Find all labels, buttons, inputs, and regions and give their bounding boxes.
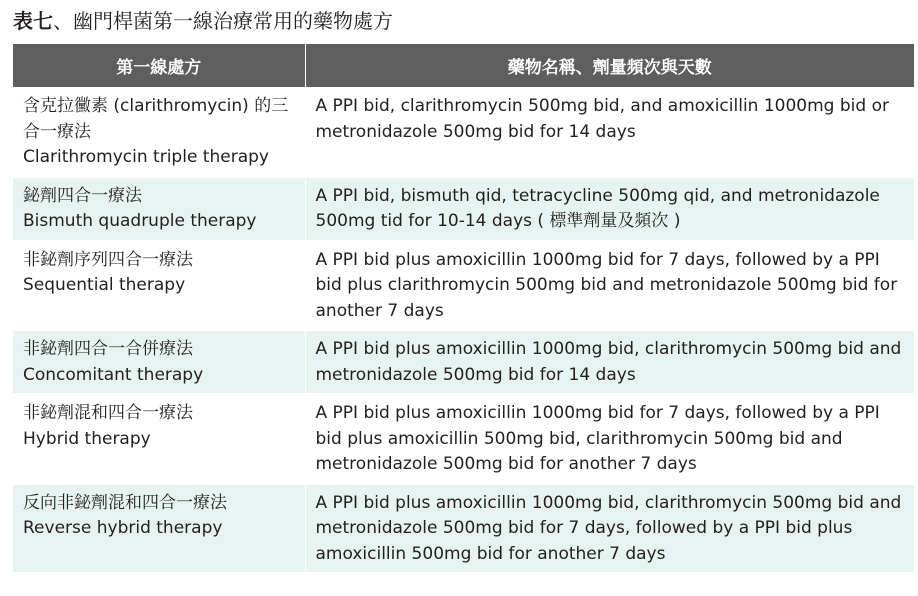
table-number: 表七 [13,9,53,33]
dosage-cell: A PPI bid plus amoxicillin 1000mg bid for 7 days, followed by a PPI bid plus amoxicillin 500mg bid, clarithromycin 500mg bid and metronidazole 500mg bid for another 7 days [305,394,914,484]
table-caption: 、幽門桿菌第一線治療常用的藥物處方 [53,9,393,33]
regimen-cell [13,394,305,484]
regimen-name-en: Bismuth quadruple therapy [23,211,257,231]
column-header-dosage: 藥物名稱、劑量頻次與天數 [305,44,914,88]
regimen-cell [13,330,305,394]
regimen-name-zh: 鉍劑四合一療法 [23,185,142,206]
table-row [13,394,914,484]
regimen-name-en: Reverse hybrid therapy [23,518,223,538]
table-row [13,88,914,177]
column-header-regimen: 第一線處方 [13,44,305,88]
regimen-cell [13,484,305,574]
regimen-name-zh: 含克拉黴素 (clarithromycin) 的三合一療法 [23,96,289,142]
regimen-table [13,44,914,574]
table-row [13,177,914,241]
dosage-cell: A PPI bid plus amoxicillin 1000mg bid for 7 days, followed by a PPI bid plus clarithromycin 500mg bid and metronidazole 500mg bid for another 7 days [305,241,914,331]
regimen-name-en: Clarithromycin triple therapy [23,147,269,167]
regimen-cell [13,241,305,331]
regimen-cell [13,177,305,241]
dosage-cell: A PPI bid, bismuth qid, tetracycline 500mg qid, and metronidazole 500mg tid for 10-14 days ( 標準劑量及頻次 ) [305,177,914,241]
regimen-cell [13,88,305,177]
table-row [13,330,914,394]
regimen-name-zh: 反向非鉍劑混和四合一療法 [23,492,227,513]
dosage-cell: A PPI bid, clarithromycin 500mg bid, and amoxicillin 1000mg bid or metronidazole 500mg bid for 14 days [305,88,914,177]
regimen-name-zh: 非鉍劑四合一合併療法 [23,339,193,359]
table-row [13,241,914,331]
table-header-row [13,44,914,88]
regimen-name-zh: 非鉍劑混和四合一療法 [23,403,193,423]
regimen-name-zh: 非鉍劑序列四合一療法 [23,249,193,270]
dosage-cell: A PPI bid plus amoxicillin 1000mg bid, clarithromycin 500mg bid and metronidazole 500mg bid for 14 days [305,330,914,394]
regimen-name-en: Sequential therapy [23,275,186,295]
table-row [13,484,914,574]
dosage-cell: A PPI bid plus amoxicillin 1000mg bid, clarithromycin 500mg bid and metronidazole 500mg bid for 7 days, followed by a PPI bid plus amoxicillin 500mg bid for another 7 days [305,484,914,574]
regimen-name-en: Concomitant therapy [23,364,204,385]
regimen-name-en: Hybrid therapy [23,428,151,449]
table-title [13,6,393,36]
